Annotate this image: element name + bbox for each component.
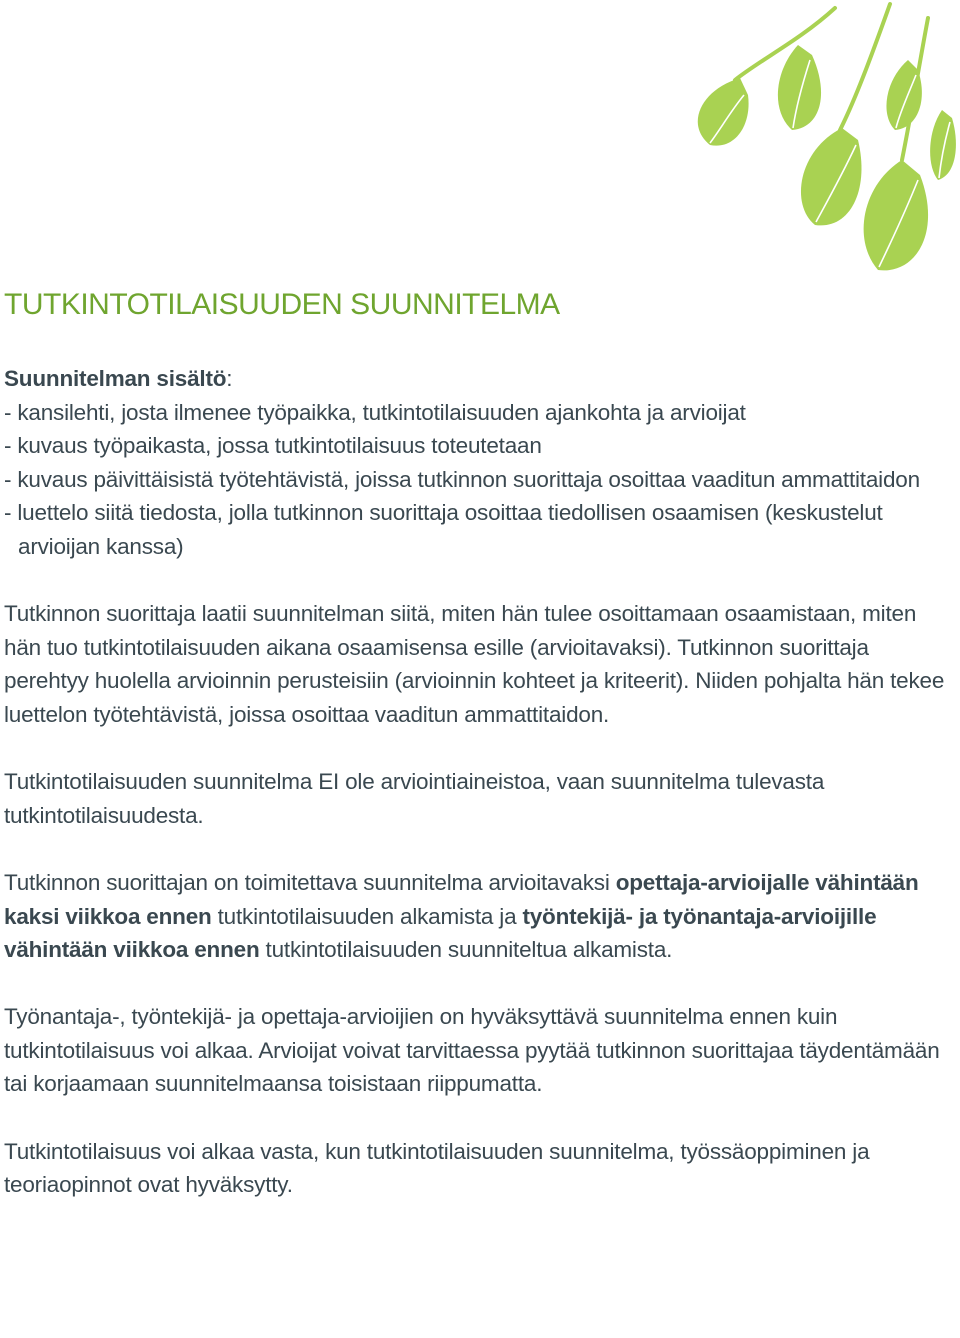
submission-text-2: tutkintotilaisuuden alkamista ja — [211, 903, 523, 929]
list-item: - kansilehti, josta ilmenee työpaikka, tutkintotilaisuuden ajankohta ja arvioijat — [4, 399, 746, 425]
contents-list — [4, 396, 954, 564]
list-item: - luettelo siitä tiedosta, jolla tutkinnon suorittaja osoittaa tiedollisen osaamisen (keskustelut arvioijan kanssa) — [4, 500, 883, 559]
contents-heading-label: Suunnitelman sisältö — [4, 366, 227, 391]
leaves-icon — [680, 0, 960, 290]
paragraph-submission-deadline — [4, 866, 954, 967]
page-title: TUTKINTOTILAISUUDEN SUUNNITELMA — [4, 288, 560, 321]
paragraph-plan-description: Tutkinnon suorittaja laatii suunnitelman siitä, miten hän tulee osoittamaan osaamistaan, miten hän tuo tutkintotilaisuuden aikana osaamisensa esille (arvioitavaksi). Tutkinnon suorittaja perehtyy huolella arvioinnin perusteisiin (arvioinnin kohteet ja kriteerit). Niiden pohjalta hän tekee luettelon työtehtävistä, joissa osoittaa vaaditun ammattitaidon. — [4, 601, 945, 727]
contents-heading — [4, 362, 954, 396]
submission-bold-2: työntekijä- ja työnantaja-arvioijille vähintään viikkoa ennen — [4, 903, 877, 963]
paragraph-not-assessment-material: Tutkintotilaisuuden suunnitelma EI ole arviointiaineistoa, vaan suunnitelma tulevasta tutkintotilaisuudesta. — [4, 769, 825, 828]
list-item: - kuvaus työpaikasta, jossa tutkintotilaisuus toteutetaan — [4, 433, 542, 459]
contents-heading-colon: : — [226, 366, 233, 391]
paragraph-start-condition: Tutkintotilaisuus voi alkaa vasta, kun tutkintotilaisuuden suunnitelma, työssäoppiminen ja teoriaopinnot ovat hyväksytty. — [4, 1138, 870, 1198]
submission-text-3: tutkintotilaisuuden suunniteltua alkamista. — [259, 937, 673, 963]
submission-text-1: Tutkinnon suorittajan on toimitettava suunnitelma arvioitavaksi — [4, 869, 616, 895]
document-body — [4, 362, 954, 1235]
submission-bold-1: opettaja-arvioijalle vähintään kaksi viikkoa ennen — [4, 869, 919, 929]
paragraph-approval: Työnantaja-, työntekijä- ja opettaja-arvioijien on hyväksyttävä suunnitelma ennen kuin tutkintotilaisuus voi alkaa. Arvioijat voivat tarvittaessa pyytää tutkinnon suorittajaa täydentämään tai korjaamaan suunnitelmaansa toisistaan riippumatta. — [4, 1004, 940, 1097]
list-item: - kuvaus päivittäisistä työtehtävistä, joissa tutkinnon suorittaja osoittaa vaaditun ammattitaidon — [4, 466, 920, 492]
